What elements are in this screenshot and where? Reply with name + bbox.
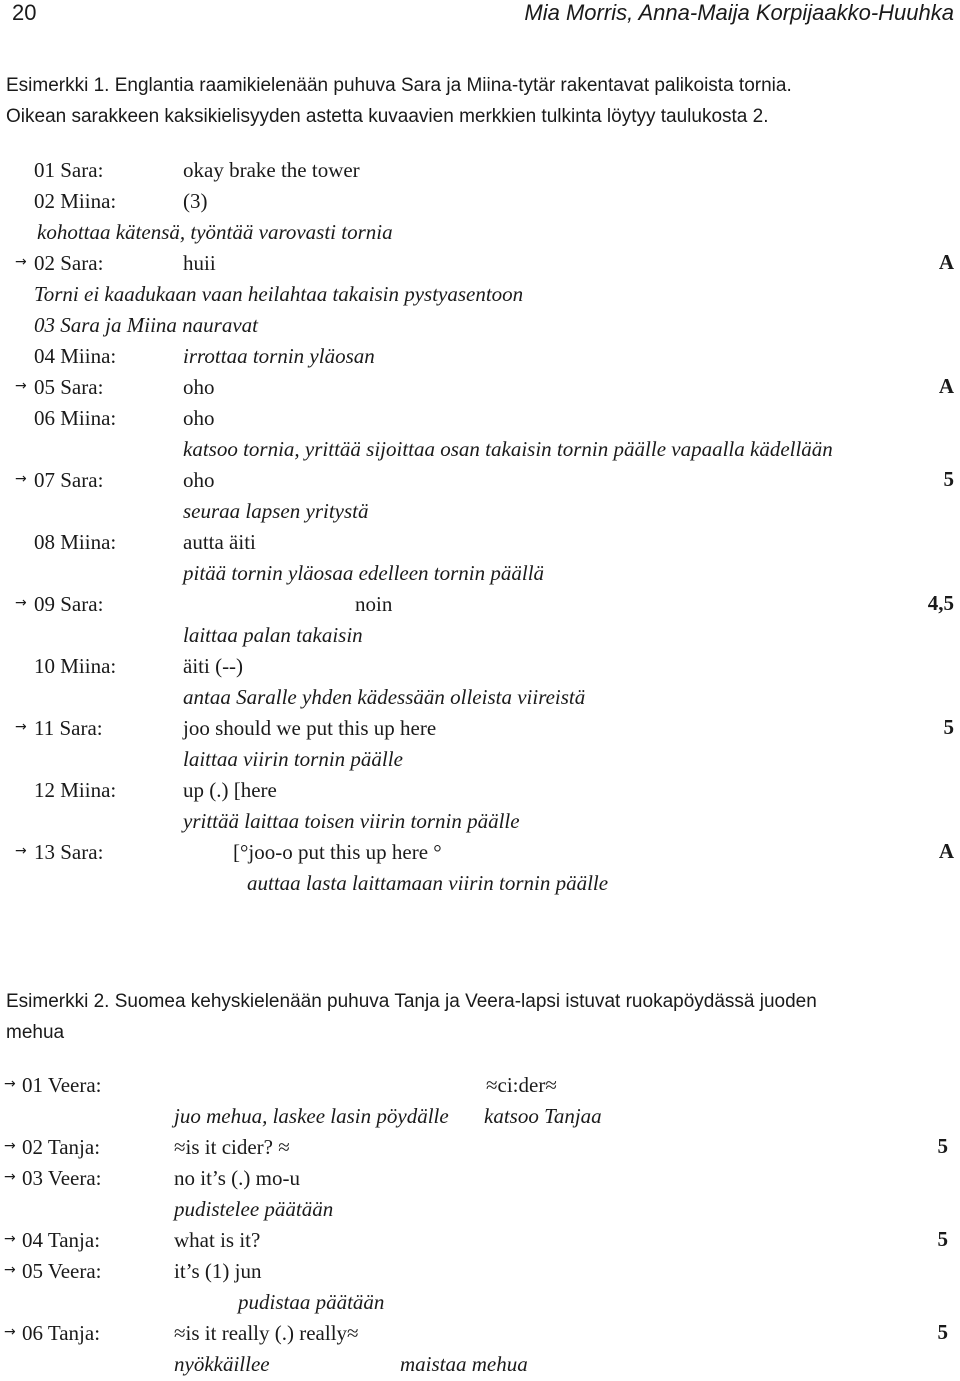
utterance: okay brake the tower [183, 158, 360, 182]
speaker-label: 02 Miina: [34, 189, 117, 213]
bilingualism-code: 4,5 [927, 591, 954, 615]
speaker-label: 02 Sara: [34, 251, 104, 275]
utterance: oho [183, 468, 215, 492]
speaker-label: 05 Sara: [34, 375, 104, 399]
speaker-label: 07 Sara: [34, 468, 104, 492]
utterance: oho [183, 375, 215, 399]
bilingualism-code: A [938, 839, 954, 863]
right-arrow-icon: → [4, 1324, 16, 1340]
action-description: pitää tornin yläosaa edelleen tornin päällä [183, 561, 545, 585]
example2-caption-line1: Esimerkki 2. Suomea kehyskielenään puhuva Tanja ja Veera-lapsi istuvat ruokapöydässä juoden [6, 991, 817, 1012]
utterance: ≈ci:der≈ [486, 1073, 557, 1097]
action-description: antaa Saralle yhden kädessään olleista viireistä [183, 685, 586, 709]
action-description: maistaa mehua [400, 1352, 528, 1376]
action-description: nyökkäillee [174, 1352, 270, 1376]
speaker-label: 02 Tanja: [22, 1135, 101, 1159]
speaker-label: 10 Miina: [34, 654, 117, 678]
running-head-authors: Mia Morris, Anna-Maija Korpijaakko-Huuhka [524, 0, 954, 25]
right-arrow-icon: → [15, 471, 27, 487]
speaker-label: 08 Miina: [34, 530, 117, 554]
example1-caption-line2: Oikean sarakkeen kaksikielisyyden astetta kuvaavien merkkien tulkinta löytyy taulukosta 2. [6, 106, 769, 127]
speaker-label: 12 Miina: [34, 778, 117, 802]
right-arrow-icon: → [15, 378, 27, 394]
action-description: Torni ei kaadukaan vaan heilahtaa takaisin pystyasentoon [34, 282, 524, 306]
action-description: kohottaa kätensä, työntää varovasti tornia [37, 220, 393, 244]
right-arrow-icon: → [4, 1169, 16, 1185]
utterance: irrottaa tornin yläosan [183, 344, 375, 368]
bilingualism-code: A [938, 250, 954, 274]
action-description: seuraa lapsen yritystä [183, 499, 369, 523]
speaker-label: 11 Sara: [34, 716, 103, 740]
utterance: no it’s (.) mo-u [174, 1166, 300, 1190]
speaker-label: 04 Tanja: [22, 1228, 101, 1252]
action-description: pudistelee päätään [174, 1197, 334, 1221]
action-description: laittaa palan takaisin [183, 623, 363, 647]
speaker-label: 01 Sara: [34, 158, 104, 182]
right-arrow-icon: → [4, 1231, 16, 1247]
utterance: äiti (--) [183, 654, 244, 678]
speaker-label: 13 Sara: [34, 840, 104, 864]
speaker-label: 06 Miina: [34, 406, 117, 430]
utterance: it’s (1) jun [174, 1259, 262, 1283]
utterance: joo should we put this up here [183, 716, 437, 740]
action-description: pudistaa päätään [238, 1290, 385, 1314]
utterance: (3) [183, 189, 208, 213]
right-arrow-icon: → [4, 1262, 16, 1278]
right-arrow-icon: → [4, 1138, 16, 1154]
action-description: juo mehua, laskee lasin pöydälle [174, 1104, 449, 1128]
page-number: 20 [12, 0, 37, 25]
action-description: auttaa lasta laittamaan viirin tornin päälle [247, 871, 609, 895]
utterance: noin [355, 592, 393, 616]
action-description: laittaa viirin tornin päälle [183, 747, 403, 771]
bilingualism-code: 5 [937, 1134, 948, 1158]
utterance: ≈is it cider? ≈ [174, 1135, 290, 1159]
right-arrow-icon: → [15, 719, 27, 735]
utterance: what is it? [174, 1228, 261, 1252]
bilingualism-code: 5 [937, 1320, 948, 1344]
utterance: ≈is it really (.) really≈ [174, 1321, 359, 1345]
right-arrow-icon: → [15, 254, 27, 270]
utterance: [°joo-o put this up here ° [233, 840, 442, 864]
bilingualism-code: 5 [943, 715, 954, 739]
action-description: yrittää laittaa toisen viirin tornin päälle [183, 809, 520, 833]
utterance: oho [183, 406, 215, 430]
utterance: autta äiti [183, 530, 256, 554]
utterance: huii [183, 251, 216, 275]
right-arrow-icon: → [15, 843, 27, 859]
right-arrow-icon: → [4, 1076, 16, 1092]
speaker-label: 03 Veera: [22, 1166, 102, 1190]
action-description: 03 Sara ja Miina nauravat [34, 313, 258, 337]
bilingualism-code: A [938, 374, 954, 398]
speaker-label: 05 Veera: [22, 1259, 102, 1283]
speaker-label: 04 Miina: [34, 344, 117, 368]
speaker-label: 06 Tanja: [22, 1321, 101, 1345]
right-arrow-icon: → [15, 595, 27, 611]
example1-caption-line1: Esimerkki 1. Englantia raamikielenään puhuva Sara ja Miina-tytär rakentavat palikoista tornia. [6, 75, 792, 96]
bilingualism-code: 5 [943, 467, 954, 491]
action-description: katsoo Tanjaa [484, 1104, 602, 1128]
speaker-label: 09 Sara: [34, 592, 104, 616]
bilingualism-code: 5 [937, 1227, 948, 1251]
example2-caption-line2: mehua [6, 1022, 65, 1043]
action-description: katsoo tornia, yrittää sijoittaa osan takaisin tornin päälle vapaalla kädellään [183, 437, 833, 461]
speaker-label: 01 Veera: [22, 1073, 102, 1097]
utterance: up (.) [here [183, 778, 277, 802]
